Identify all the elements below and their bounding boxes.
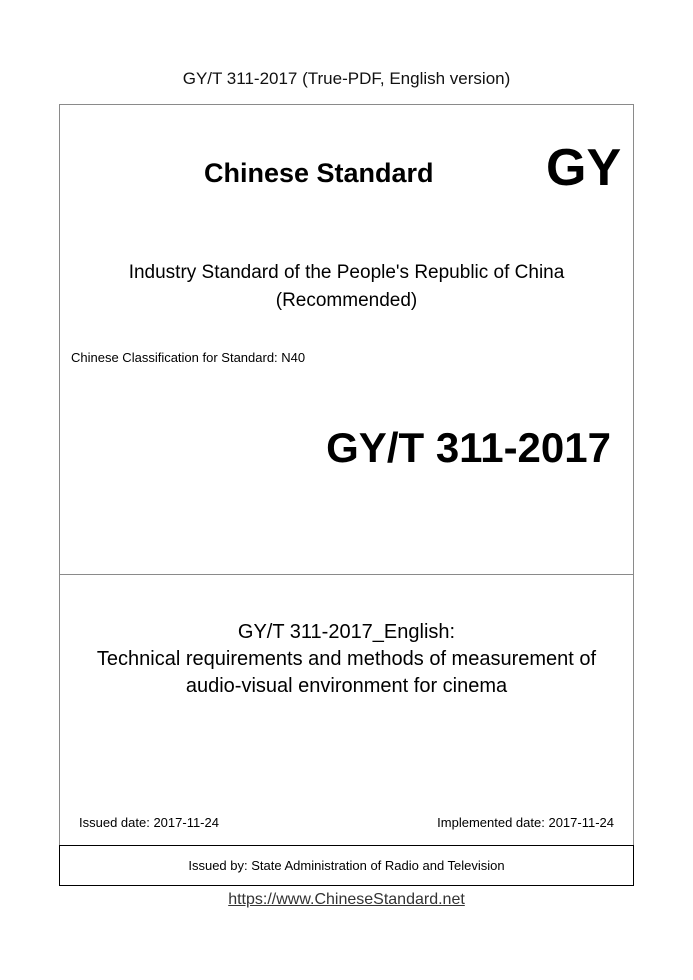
standard-number: GY/T 311-2017 xyxy=(326,424,611,471)
section-divider xyxy=(59,574,634,575)
cover-subtitle xyxy=(59,259,634,315)
title-line-3: audio-visual environment for cinema xyxy=(185,675,508,697)
issued-date: Issued date: 2017-11-24 xyxy=(79,815,219,830)
standard-mark: GY xyxy=(546,139,622,197)
cover-frame xyxy=(59,104,634,886)
issuer-text: Issued by: State Administration of Radio and Television xyxy=(188,858,505,873)
footer-link[interactable]: https://www.ChineseStandard.net xyxy=(228,891,465,908)
implemented-date: Implemented date: 2017-11-24 xyxy=(437,815,614,830)
document-header: GY/T 311-2017 (True-PDF, English version) xyxy=(182,69,511,88)
cover-heading: Chinese Standard xyxy=(204,158,434,188)
classification-text: Chinese Classification for Standard: N40 xyxy=(71,350,306,365)
title-line-1: GY/T 311-2017_English: xyxy=(237,621,456,643)
subtitle-line-2: (Recommended) xyxy=(275,290,418,311)
title-line-2: Technical requirements and methods of measurement of xyxy=(96,648,597,670)
subtitle-line-1: Industry Standard of the People's Republic of China xyxy=(128,262,565,283)
issuer-box xyxy=(59,845,634,886)
document-title xyxy=(59,619,634,700)
